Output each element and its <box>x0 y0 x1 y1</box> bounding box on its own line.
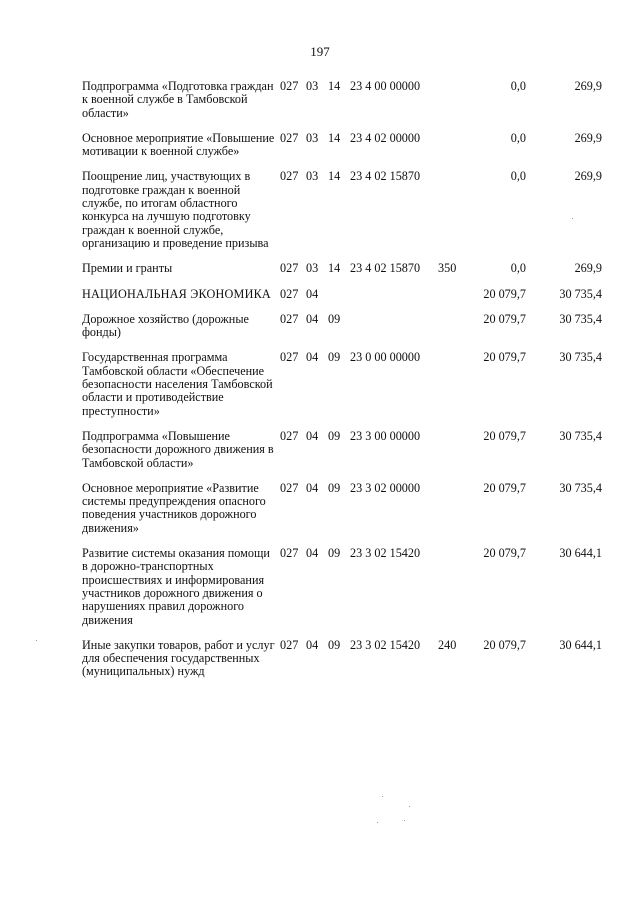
row-grbs: 027 <box>280 350 299 365</box>
row-subsection: 14 <box>328 79 341 93</box>
row-section: 03 <box>306 169 319 184</box>
table-row <box>82 547 602 639</box>
table-row <box>82 170 602 262</box>
row-name: Дорожное хозяйство (дорожные фонды) <box>82 311 249 340</box>
row-target-code: 23 0 00 00000 <box>350 350 421 365</box>
row-target-code: 23 4 02 15870 <box>350 261 421 276</box>
row-amount-1: 20 079,7 <box>483 311 526 326</box>
row-grbs: 027 <box>280 169 299 184</box>
row-amount-1: 0,0 <box>510 261 526 276</box>
row-section: 03 <box>306 130 319 145</box>
row-expense-type <box>438 482 462 547</box>
row-amount-1: 20 079,7 <box>483 286 526 301</box>
row-amount-2: 269,9 <box>574 130 602 145</box>
row-grbs: 027 <box>280 428 299 443</box>
row-expense-type <box>438 132 462 171</box>
row-amount-2: 30 644,1 <box>559 546 602 561</box>
row-section: 04 <box>306 637 319 652</box>
row-grbs: 027 <box>280 637 299 652</box>
row-subsection: 09 <box>328 311 341 326</box>
scan-speck <box>382 796 383 797</box>
row-amount-1: 20 079,7 <box>483 480 526 495</box>
row-amount-1: 20 079,7 <box>483 637 526 652</box>
table-row <box>82 288 602 313</box>
scan-speck <box>36 640 37 641</box>
row-amount-1: 20 079,7 <box>483 428 526 443</box>
row-subsection: 14 <box>328 130 341 145</box>
row-target-code: 23 3 02 15420 <box>350 546 421 561</box>
row-section: 04 <box>306 286 319 301</box>
row-amount-2: 269,9 <box>574 169 602 184</box>
row-grbs: 027 <box>280 261 299 276</box>
row-target-code <box>350 313 438 352</box>
page-number: 197 <box>310 44 330 59</box>
row-expense-type <box>438 170 462 262</box>
row-section: 03 <box>306 261 319 276</box>
row-name: Премии и гранты <box>82 261 173 276</box>
row-amount-2: 269,9 <box>574 261 602 276</box>
row-grbs: 027 <box>280 130 299 145</box>
row-expense-type <box>438 313 462 352</box>
row-amount-1: 0,0 <box>510 169 526 184</box>
row-amount-1: 0,0 <box>510 130 526 145</box>
row-amount-2: 30 644,1 <box>559 637 602 652</box>
table-row <box>82 639 602 691</box>
row-subsection: 09 <box>328 546 341 561</box>
row-amount-2: 30 735,4 <box>559 428 602 443</box>
scan-speck <box>572 218 573 219</box>
row-section: 04 <box>306 350 319 365</box>
row-name: Подпрограмма «Повышение безопасности дорожного движения в Тамбовской области» <box>82 428 274 470</box>
row-target-code: 23 3 02 00000 <box>350 480 421 495</box>
row-section: 04 <box>306 311 319 326</box>
row-subsection: 09 <box>328 350 341 365</box>
row-subsection: 09 <box>328 428 341 443</box>
row-amount-2: 30 735,4 <box>559 311 602 326</box>
row-section: 04 <box>306 546 319 561</box>
row-target-code: 23 4 00 00000 <box>350 79 421 93</box>
row-amount-1: 20 079,7 <box>483 546 526 561</box>
table-row <box>82 482 602 547</box>
row-subsection: 14 <box>328 261 341 276</box>
table-row <box>82 262 602 287</box>
budget-table <box>82 80 602 691</box>
row-name: Основное мероприятие «Развитие системы предупреждения опасного поведения участников дорожного движения» <box>82 480 266 535</box>
row-expense-type <box>438 80 462 132</box>
row-name: Поощрение лиц, участвующих в подготовке граждан к военной службе, по итогам областного конкурса на лучшую подготовку граждан к военной службе, организацию и проведение призыва <box>82 169 269 250</box>
row-subsection: 14 <box>328 169 341 184</box>
row-section: 03 <box>306 79 319 93</box>
table-row <box>82 430 602 482</box>
row-subsection: 09 <box>328 480 341 495</box>
table-row <box>82 80 602 132</box>
row-amount-2: 30 735,4 <box>559 480 602 495</box>
row-amount-2: 30 735,4 <box>559 350 602 365</box>
row-grbs: 027 <box>280 480 299 495</box>
table-row <box>82 313 602 352</box>
scan-speck <box>377 822 378 823</box>
row-section: 04 <box>306 480 319 495</box>
row-name: Иные закупки товаров, работ и услуг для обеспечения государственных (муниципальных) нужд <box>82 637 275 679</box>
row-amount-2: 269,9 <box>574 79 602 93</box>
row-target-code <box>350 288 438 313</box>
row-grbs: 027 <box>280 546 299 561</box>
row-target-code: 23 4 02 15870 <box>350 169 421 184</box>
row-expense-type: 350 <box>438 261 457 276</box>
row-expense-type <box>438 288 462 313</box>
row-name: НАЦИОНАЛЬНАЯ ЭКОНОМИКА <box>82 286 271 301</box>
row-section: 04 <box>306 428 319 443</box>
row-name: Основное мероприятие «Повышение мотивации к военной службе» <box>82 130 275 159</box>
row-expense-type <box>438 430 462 482</box>
row-amount-1: 20 079,7 <box>483 350 526 365</box>
row-name: Государственная программа Тамбовской области «Обеспечение безопасности населения Тамбовской области и противодействие преступности» <box>82 350 273 418</box>
table-row <box>82 132 602 171</box>
row-amount-1: 0,0 <box>510 79 526 93</box>
row-amount-2: 30 735,4 <box>559 286 602 301</box>
row-target-code: 23 3 02 15420 <box>350 637 421 652</box>
scan-speck <box>404 820 405 821</box>
row-subsection: 09 <box>328 637 341 652</box>
row-expense-type: 240 <box>438 637 457 652</box>
row-grbs: 027 <box>280 311 299 326</box>
table-row <box>82 351 602 429</box>
row-expense-type <box>438 547 462 639</box>
row-grbs: 027 <box>280 286 299 301</box>
row-target-code: 23 3 00 00000 <box>350 428 421 443</box>
row-subsection <box>328 288 350 313</box>
row-expense-type <box>438 351 462 429</box>
row-grbs: 027 <box>280 79 299 93</box>
row-target-code: 23 4 02 00000 <box>350 130 421 145</box>
scan-speck <box>409 806 410 807</box>
row-name: Подпрограмма «Подготовка граждан к военной службе в Тамбовской области» <box>82 79 274 120</box>
row-name: Развитие системы оказания помощи в дорожно-транспортных происшествиях и информирования участников дорожного движения о нарушениях правил дорожного движения <box>82 546 270 627</box>
